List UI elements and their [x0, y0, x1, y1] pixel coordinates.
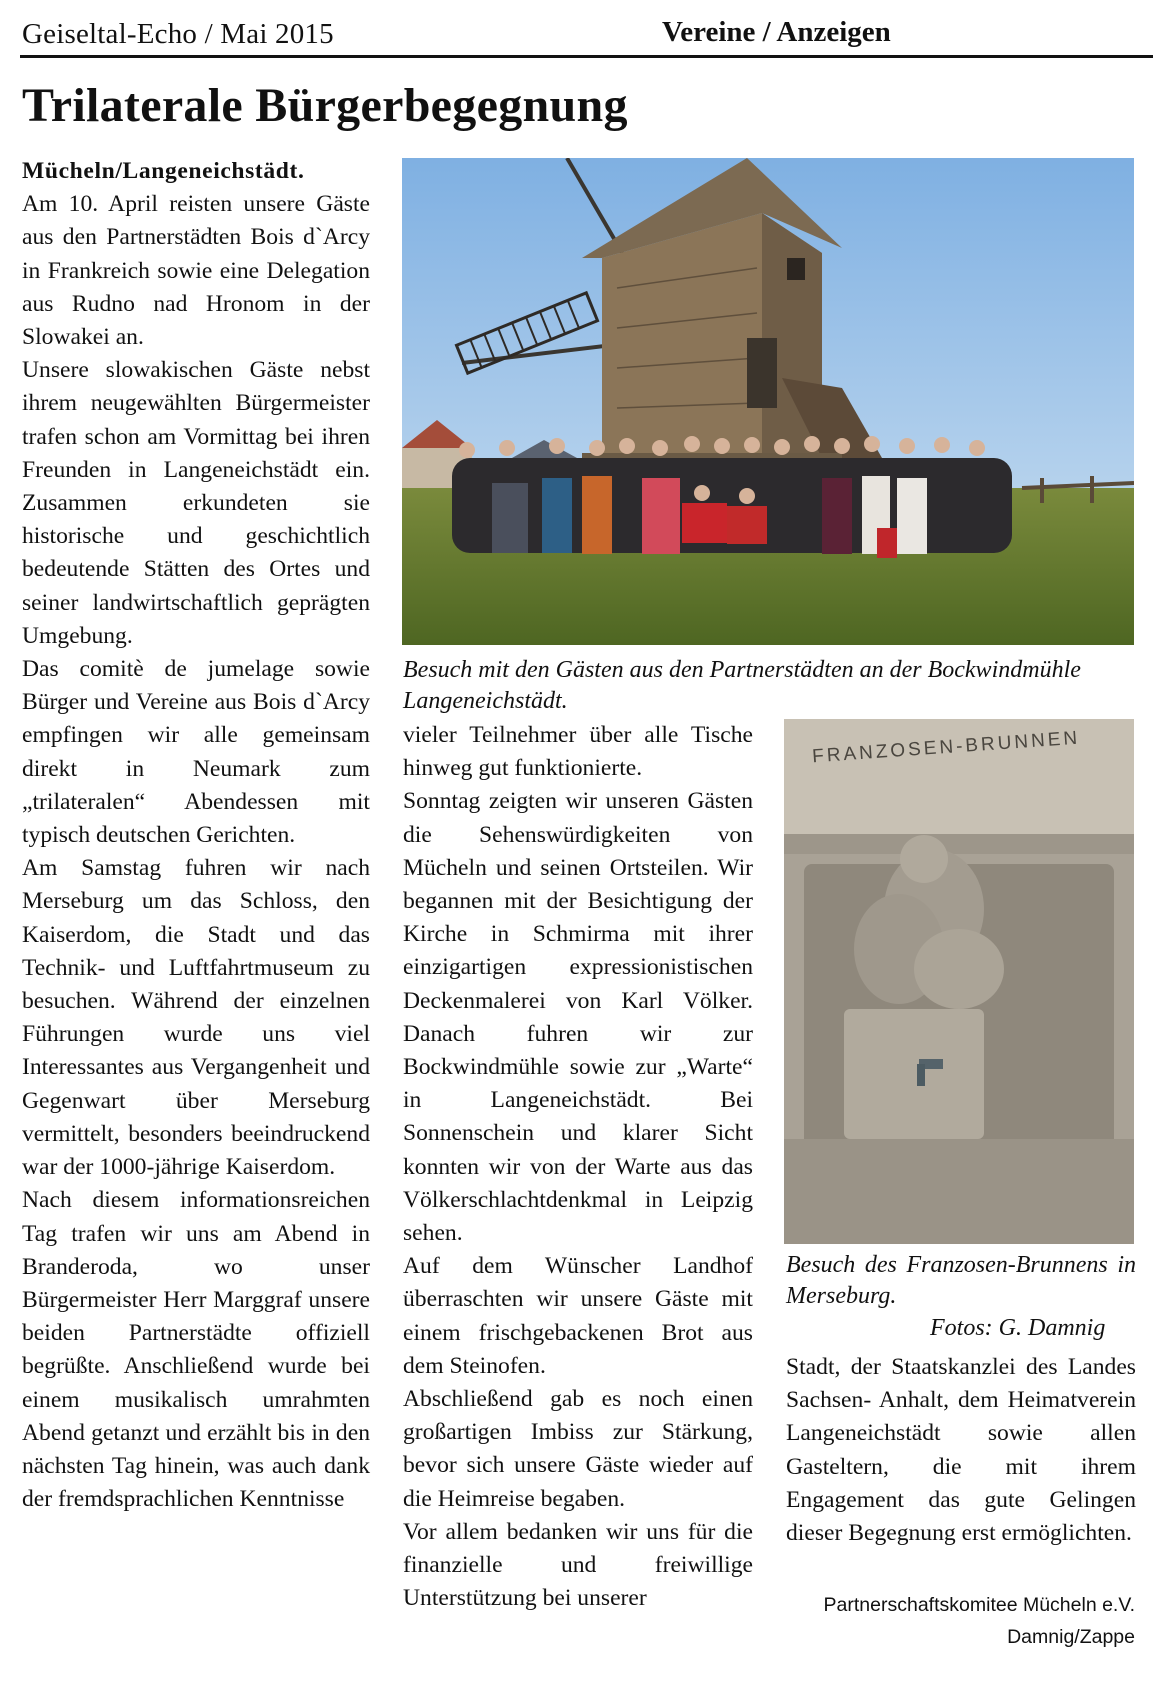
windmill-group-photo — [402, 158, 1134, 645]
header-rule — [20, 55, 1153, 58]
signature-names: Damnig/Zappe — [1007, 1626, 1135, 1648]
paragraph: Abschließend gab es noch einen großartigen Imbiss zur Stärkung, bevor sich unsere Gäste wieder auf die Heimreise begaben. — [403, 1386, 753, 1512]
fountain-caption: Besuch des Franzosen-Brunnens in Merseburg. — [786, 1252, 1136, 1309]
signature-organization: Partnerschaftskomitee Mücheln e.V. — [823, 1594, 1135, 1616]
article-column-1 — [22, 155, 370, 1516]
publication-title: Geiseltal-Echo / Mai 2015 — [22, 18, 334, 50]
windmill-photo-illustration — [402, 158, 1134, 645]
article-column-3 — [786, 1351, 1136, 1550]
dateline: Mücheln/Langeneichstädt. — [22, 158, 305, 184]
fountain-photo — [784, 719, 1134, 1244]
paragraph: Unsere slowakischen Gäste nebst ihrem neugewählten Bürgermeister trafen schon am Vormittag bei ihren Freunden in Langeneichstädt ein. Zusammen erkundeten sie historische und geschichtlich bedeutende Stätten des Ortes und seiner landwirtschaftlich geprägten Umgebung. — [22, 357, 370, 649]
paragraph: Nach diesem informationsreichen Tag trafen wir uns am Abend in Branderoda, wo unser Bürgermeister Herr Marggraf unsere beiden Partnerstädte offiziell begrüßte. Anschließend wurde bei einem musikalisch umrahmten Abend getanzt und erzählt bis in den nächsten Tag hinein, was auch dank der fremdsprachlichen Kenntnisse — [22, 1187, 370, 1513]
paragraph: Am Samstag fuhren wir nach Merseburg um das Schloss, den Kaiserdom, die Stadt und das Technik- und Luftfahrtmuseum zu besuchen. Während der einzelnen Führungen wurde uns viel Interessantes aus Vergangenheit und Gegenwart über Merseburg vermittelt, besonders beeindruckend war der 1000-jährige Kaiserdom. — [22, 855, 370, 1181]
fountain-photo-illustration — [784, 719, 1134, 1244]
paragraph: Vor allem bedanken wir uns für die finanzielle und freiwillige Unterstützung bei unserer — [403, 1518, 753, 1612]
paragraph: Am 10. April reisten unsere Gäste aus den Partnerstädten Bois d`Arcy in Frankreich sowie eine Delegation aus Rudno nad Hronom in der Slowakei an. — [22, 191, 370, 351]
section-title: Vereine / Anzeigen — [662, 16, 891, 48]
article-headline: Trilaterale Bürgerbegegnung — [22, 79, 628, 132]
article-column-2 — [403, 719, 753, 1615]
windmill-caption: Besuch mit den Gästen aus den Partnerstädten an der Bockwindmühle Langeneichstädt. — [403, 657, 1081, 714]
paragraph: vieler Teilnehmer über alle Tische hinweg gut funktionierte. — [403, 722, 753, 782]
paragraph: Auf dem Wünscher Landhof überraschten wir unsere Gäste mit einem frischgebackenen Brot aus dem Steinofen. — [403, 1253, 753, 1379]
paragraph: Sonntag zeigten wir unseren Gästen die Sehenswürdigkeiten von Mücheln und seinen Ortsteilen. Wir begannen mit der Besichtigung der Kirche in Schmirma mit ihrer einzigartigen expressionistischen Deckenmalerei von Karl Völker. Danach fuhren wir zur Bockwindmühle sowie zur „Warte“ in Langeneichstädt. Bei Sonnenschein und klarer Sicht konnten wir von der Warte aus das Völkerschlachtdenkmal in Leipzig sehen. — [403, 788, 753, 1247]
fountain-sign-text: FRANZOSEN-BRUNNEN — [811, 727, 1081, 768]
paragraph: Stadt, der Staatskanzlei des Landes Sachsen- Anhalt, dem Heimatverein Langeneichstädt sowie allen Gasteltern, die mit ihrem Engagement das gute Gelingen dieser Begegnung erst ermöglichten. — [786, 1354, 1136, 1547]
page-header — [22, 14, 1152, 56]
photo-credit: Fotos: G. Damnig — [930, 1315, 1106, 1341]
paragraph: Das comitè de jumelage sowie Bürger und Vereine aus Bois d`Arcy empfingen wir alle gemeinsam direkt in Neumark zum „trilateralen“ Abendessen mit typisch deutschen Gerichten. — [22, 656, 370, 849]
